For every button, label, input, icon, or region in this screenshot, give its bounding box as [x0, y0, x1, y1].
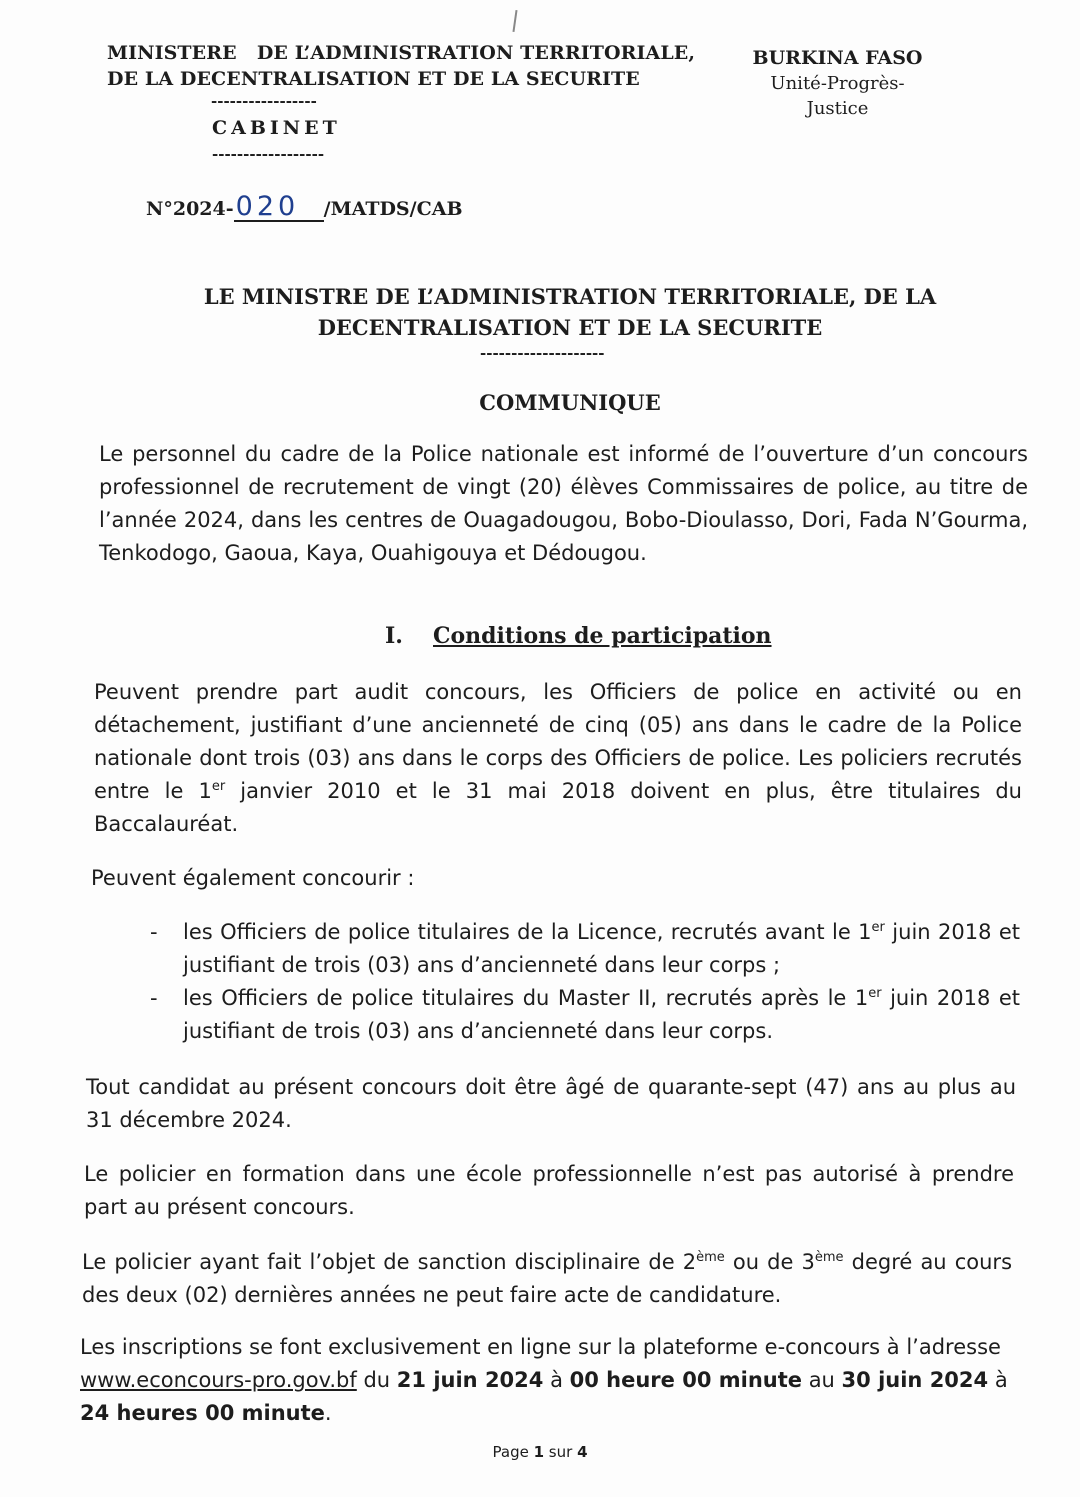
registration-link[interactable]: www.econcours-pro.gov.bf	[80, 1368, 357, 1392]
text-span: les Officiers de police titulaires de la Licence, recrutés avant le 1	[183, 920, 872, 944]
bullet-mark: -	[150, 920, 158, 944]
section-title: Conditions de participation	[433, 623, 772, 649]
text-span: juin 2018 et justifiant de trois (03) ans d’ancienneté dans leur corps ;	[183, 920, 1020, 977]
end-time: 24 heures 00 minute	[80, 1401, 325, 1425]
text-span: au	[802, 1368, 842, 1392]
page-of: sur	[544, 1443, 578, 1461]
end-date: 30 juin 2024	[841, 1368, 989, 1392]
eligibility-paragraph	[94, 676, 1022, 841]
ref-prefix: N°2024-	[146, 198, 234, 220]
ministry-line-2: DE LA DECENTRALISATION ET DE LA SECURITE	[107, 68, 640, 90]
start-date: 21 juin 2024	[396, 1368, 544, 1392]
text-span: Peuvent prendre part audit concours, les Officiers de police en activité ou en détachement, justifiant d’une ancienneté de cinq (05) ans dans le cadre de la Police nationale dont trois (03) ans dans le corps des Officiers de police. Les policiers recrutés entre le 1	[94, 680, 1022, 803]
text-span: à	[988, 1368, 1008, 1392]
eligibility-list	[150, 916, 1020, 1048]
communique-heading: COMMUNIQUE	[479, 390, 661, 415]
text-span: à	[543, 1368, 570, 1392]
superscript: ème	[696, 1250, 725, 1265]
superscript: er	[868, 986, 882, 1001]
list-item	[150, 916, 1020, 982]
text-span: ou de 3	[724, 1250, 815, 1274]
text-span: degré au cours des deux (02) dernières années ne peut faire acte de candidature.	[82, 1250, 1013, 1307]
start-time: 00 heure 00 minute	[569, 1368, 803, 1392]
page-number: 1	[533, 1443, 545, 1461]
text-span: .	[324, 1401, 332, 1425]
superscript: er	[871, 920, 885, 935]
ref-suffix: /MATDS/CAB	[323, 198, 463, 220]
ref-handwritten-number: 020	[234, 194, 324, 222]
text-span: Les inscriptions se font exclusivement en ligne sur la plateforme e-concours à l’adresse	[80, 1335, 1001, 1359]
ministry-header	[107, 40, 695, 92]
text-span: les Officiers de police titulaires du Master II, recrutés après le 1	[183, 986, 869, 1010]
title-line-1: LE MINISTRE DE L’ADMINISTRATION TERRITORIALE, DE LA	[203, 284, 937, 309]
text-span: janvier 2010 et le 31 mai 2018 doivent en plus, être titulaires du Baccalauréat.	[94, 779, 1022, 836]
country-motto: Unité-Progrès-Justice	[770, 73, 905, 119]
sanction-exclusion-paragraph	[82, 1246, 1012, 1312]
registration-paragraph	[80, 1331, 1010, 1430]
list-item-text	[183, 916, 1020, 982]
separator: --------------------	[480, 344, 605, 362]
text-span: juin 2018 et justifiant de trois (03) ans d’ancienneté dans leur corps.	[183, 986, 1020, 1043]
bullet-mark: -	[150, 986, 158, 1010]
text-span: du	[356, 1368, 397, 1392]
ministry-line-1: MINISTERE DE L’ADMINISTRATION TERRITORIALE,	[107, 42, 696, 64]
separator: -----------------	[211, 92, 317, 110]
text-span: Le policier ayant fait l’objet de sanction disciplinaire de 2	[82, 1250, 697, 1274]
training-exclusion-paragraph: Le policier en formation dans une école professionnelle n’est pas autorisé à prendre part au présent concours.	[84, 1162, 1014, 1219]
page-label: Page	[492, 1443, 534, 1461]
also-eligible-intro: Peuvent également concourir :	[91, 866, 415, 890]
separator: ------------------	[212, 145, 325, 163]
superscript: er	[211, 779, 226, 794]
list-item	[150, 982, 1020, 1048]
document-title	[120, 281, 1020, 343]
list-item-text	[183, 982, 1020, 1048]
reference-number	[146, 192, 463, 220]
country-name: BURKINA FASO	[752, 47, 923, 69]
age-condition-paragraph: Tout candidat au présent concours doit être âgé de quarante-sept (47) ans au plus au 31 décembre 2024.	[86, 1075, 1016, 1132]
page-total: 4	[577, 1443, 588, 1461]
country-header	[745, 46, 930, 121]
title-line-2: DECENTRALISATION ET DE LA SECURITE	[317, 315, 823, 340]
superscript: ème	[814, 1250, 844, 1265]
section-heading	[385, 623, 772, 649]
intro-paragraph: Le personnel du cadre de la Police nationale est informé de l’ouverture d’un concours professionnel de recrutement de vingt (20) élèves Commissaires de police, au titre de l’année 2024, dans les centres de Ouagadougou, Bobo-Dioulasso, Dori, Fada N’Gourma, Tenkodogo, Gaoua, Kaya, Ouahigouya et Dédougou.	[99, 442, 1028, 565]
page-footer	[0, 1443, 1080, 1461]
scan-mark	[512, 10, 517, 32]
cabinet-label: CABINET	[212, 117, 341, 139]
section-number: I.	[385, 623, 403, 649]
